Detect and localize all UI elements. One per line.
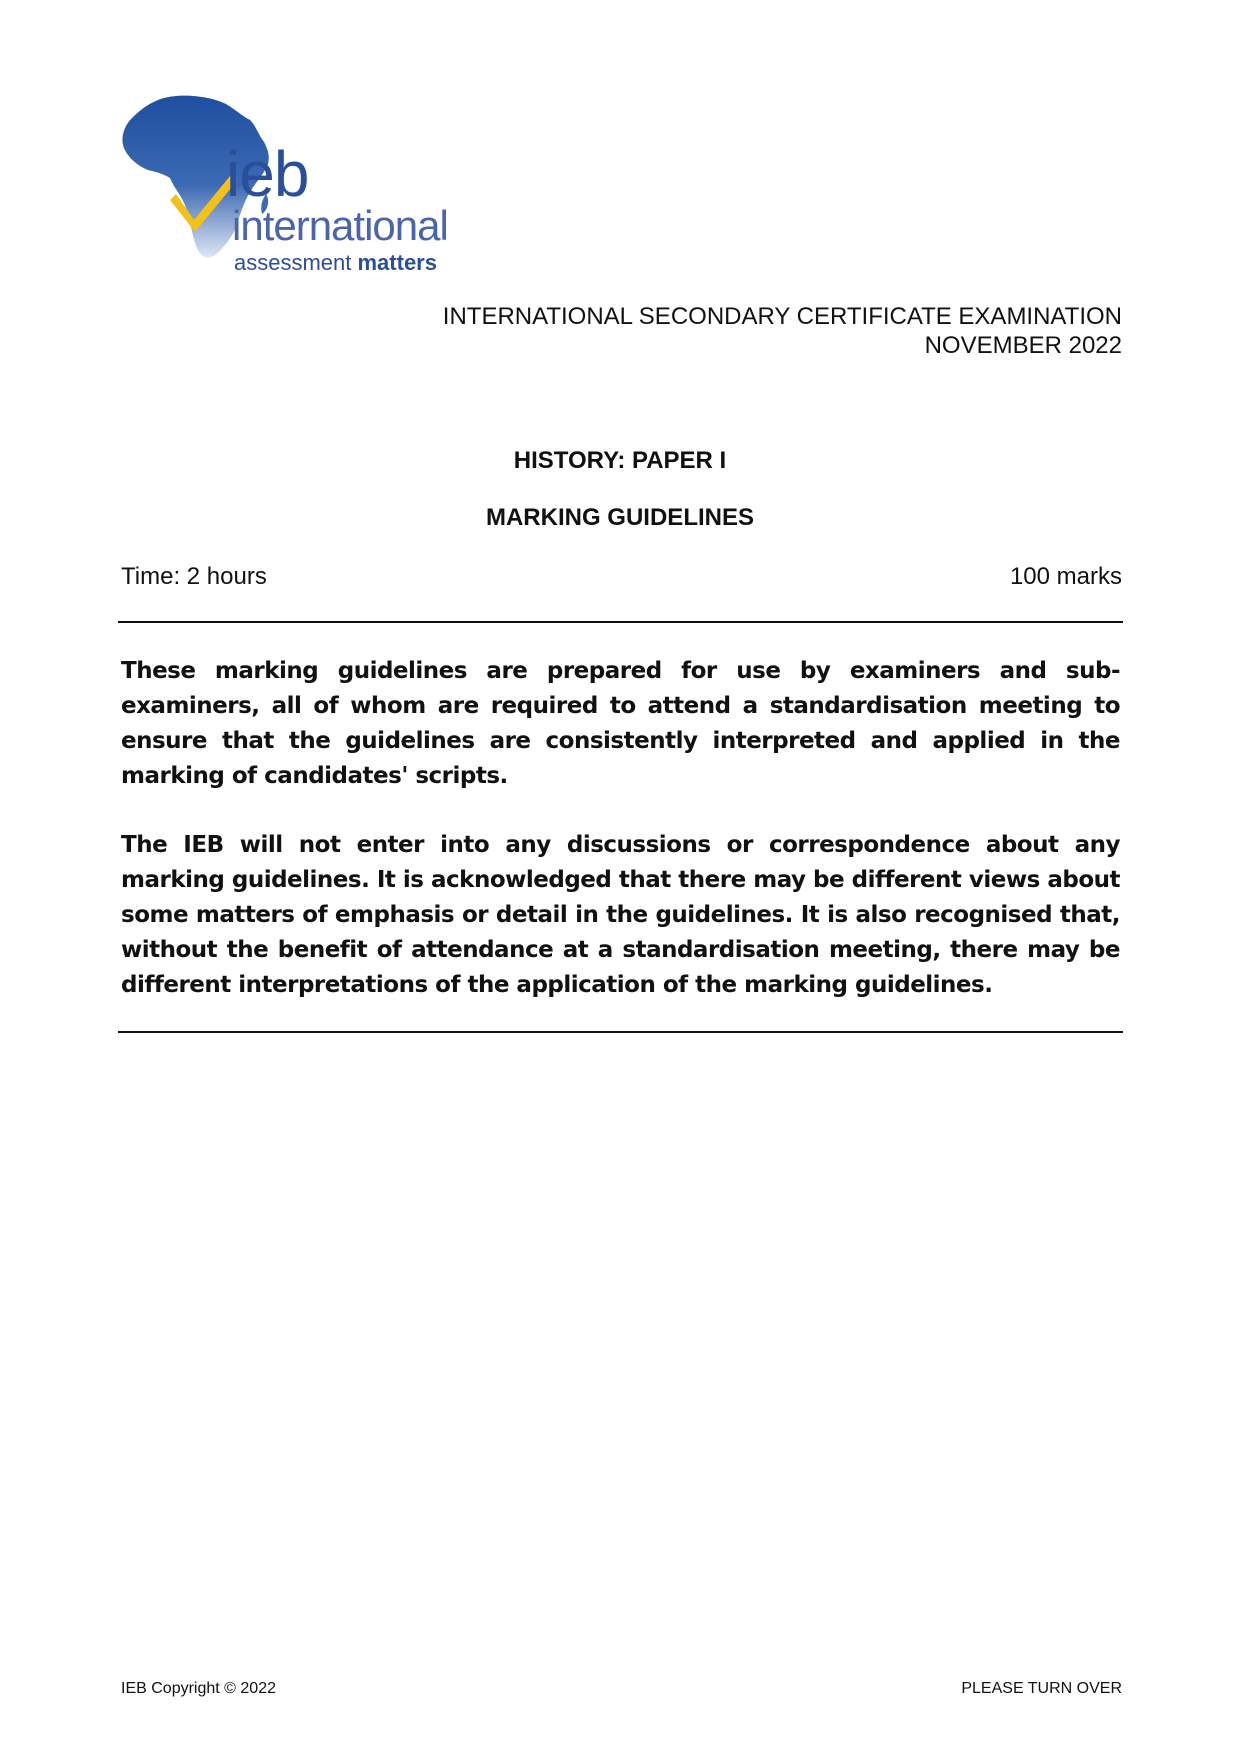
top-divider	[118, 621, 1123, 623]
footer-turn-over: PLEASE TURN OVER	[961, 1680, 1122, 1697]
exam-header	[443, 302, 1122, 360]
exam-name: INTERNATIONAL SECONDARY CERTIFICATE EXAMINATION	[442, 303, 1122, 330]
ieb-logo	[118, 90, 478, 280]
exam-date: NOVEMBER 2022	[924, 332, 1122, 359]
logo-subtext: international	[232, 202, 448, 249]
paper-title: HISTORY: PAPER I	[513, 447, 727, 474]
logo-tagline-regular: assessment	[234, 250, 358, 275]
document-subtitle: MARKING GUIDELINES	[485, 504, 754, 531]
notice-paragraph-2: The IEB will not enter into any discussions or correspondence about any marking guidelines. It is acknowledged that there may be different views about some matters of emphasis or detail in the guidelines. It is also recognised that, without the benefit of attendance at a standardisation meeting, there may be different interpretations of the application of the marking guidelines.	[121, 832, 1120, 998]
footer-copyright: IEB Copyright © 2022	[121, 1680, 276, 1697]
bottom-divider	[118, 1031, 1123, 1033]
logo-tagline-bold: matters	[357, 250, 437, 275]
total-marks: 100 marks	[1009, 563, 1122, 590]
logo-tagline	[234, 250, 437, 276]
time-allowed: Time: 2 hours	[121, 563, 267, 590]
logo-wordmark: ieb	[226, 138, 309, 210]
notice-paragraph-1: These marking guidelines are prepared for use by examiners and sub-examiners, all of whom are required to attend a standardisation meeting to ensure that the guidelines are consistently interpreted and applied in the marking of candidates' scripts.	[121, 658, 1120, 789]
